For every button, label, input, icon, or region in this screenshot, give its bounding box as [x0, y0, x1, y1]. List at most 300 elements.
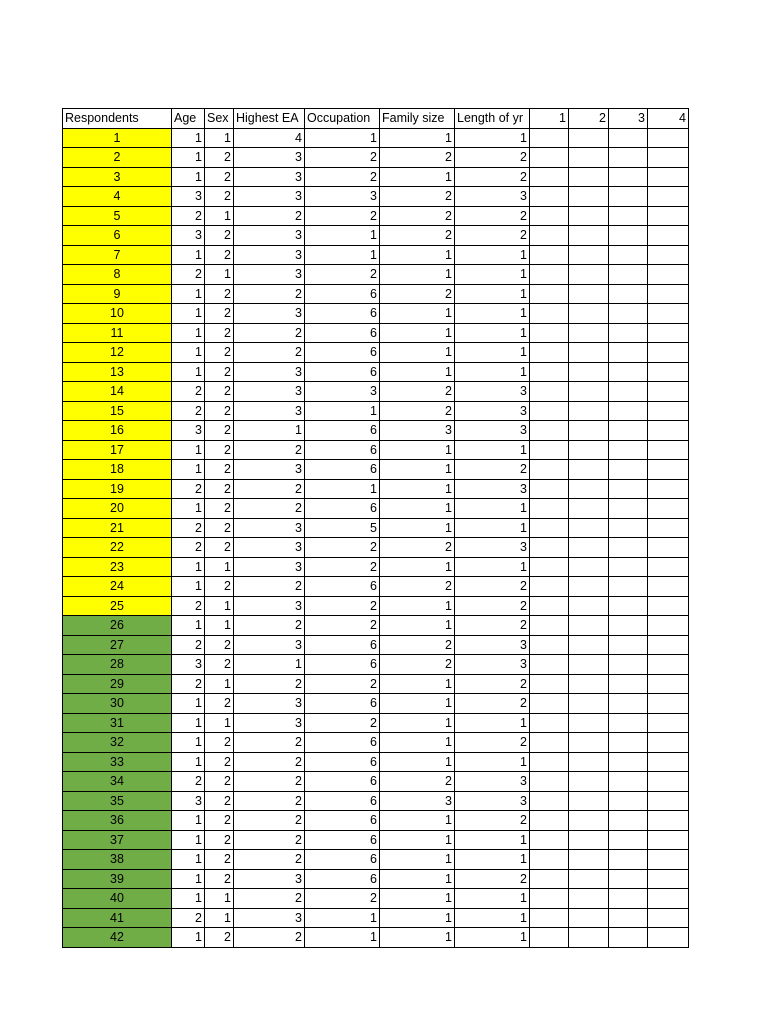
occupation-cell[interactable]: 6 [305, 284, 380, 304]
respondent-id-cell[interactable]: 31 [63, 713, 172, 733]
respondent-id-cell[interactable]: 19 [63, 479, 172, 499]
family-size-cell[interactable]: 1 [380, 362, 455, 382]
empty-cell[interactable] [648, 401, 689, 421]
length-of-yr-cell[interactable]: 2 [455, 869, 530, 889]
empty-cell[interactable] [648, 479, 689, 499]
age-cell[interactable]: 1 [172, 460, 205, 480]
empty-cell[interactable] [648, 733, 689, 753]
empty-cell[interactable] [609, 830, 648, 850]
sex-cell[interactable]: 1 [205, 206, 234, 226]
empty-cell[interactable] [530, 889, 569, 909]
age-cell[interactable]: 1 [172, 557, 205, 577]
empty-cell[interactable] [648, 284, 689, 304]
empty-cell[interactable] [530, 343, 569, 363]
respondent-id-cell[interactable]: 7 [63, 245, 172, 265]
occupation-cell[interactable]: 2 [305, 557, 380, 577]
empty-cell[interactable] [530, 421, 569, 441]
empty-cell[interactable] [569, 538, 609, 558]
sex-cell[interactable]: 2 [205, 499, 234, 519]
length-of-yr-cell[interactable]: 2 [455, 167, 530, 187]
highest-ea-cell[interactable]: 2 [234, 850, 305, 870]
age-cell[interactable]: 1 [172, 869, 205, 889]
length-of-yr-cell[interactable]: 3 [455, 401, 530, 421]
occupation-cell[interactable]: 3 [305, 187, 380, 207]
sex-cell[interactable]: 2 [205, 304, 234, 324]
empty-cell[interactable] [569, 674, 609, 694]
occupation-cell[interactable]: 6 [305, 323, 380, 343]
highest-ea-cell[interactable]: 1 [234, 655, 305, 675]
respondent-id-cell[interactable]: 10 [63, 304, 172, 324]
occupation-cell[interactable]: 1 [305, 479, 380, 499]
empty-cell[interactable] [648, 206, 689, 226]
family-size-cell[interactable]: 3 [380, 791, 455, 811]
occupation-cell[interactable]: 2 [305, 889, 380, 909]
occupation-cell[interactable]: 2 [305, 265, 380, 285]
sex-cell[interactable]: 2 [205, 577, 234, 597]
empty-cell[interactable] [609, 752, 648, 772]
empty-cell[interactable] [648, 440, 689, 460]
empty-cell[interactable] [530, 674, 569, 694]
family-size-cell[interactable]: 2 [380, 148, 455, 168]
empty-cell[interactable] [569, 752, 609, 772]
respondent-id-cell[interactable]: 11 [63, 323, 172, 343]
highest-ea-cell[interactable]: 3 [234, 557, 305, 577]
respondent-id-cell[interactable]: 4 [63, 187, 172, 207]
length-of-yr-cell[interactable]: 1 [455, 245, 530, 265]
respondent-id-cell[interactable]: 37 [63, 830, 172, 850]
empty-cell[interactable] [530, 479, 569, 499]
empty-cell[interactable] [569, 362, 609, 382]
age-cell[interactable]: 1 [172, 284, 205, 304]
sex-cell[interactable]: 2 [205, 479, 234, 499]
age-cell[interactable]: 1 [172, 713, 205, 733]
empty-cell[interactable] [569, 733, 609, 753]
occupation-cell[interactable]: 6 [305, 869, 380, 889]
family-size-cell[interactable]: 1 [380, 167, 455, 187]
sex-cell[interactable]: 1 [205, 265, 234, 285]
respondent-id-cell[interactable]: 39 [63, 869, 172, 889]
occupation-cell[interactable]: 2 [305, 596, 380, 616]
empty-cell[interactable] [530, 713, 569, 733]
empty-cell[interactable] [530, 382, 569, 402]
length-of-yr-cell[interactable]: 2 [455, 733, 530, 753]
sex-cell[interactable]: 2 [205, 928, 234, 948]
empty-cell[interactable] [609, 908, 648, 928]
occupation-cell[interactable]: 6 [305, 733, 380, 753]
empty-cell[interactable] [530, 791, 569, 811]
empty-cell[interactable] [648, 245, 689, 265]
length-of-yr-cell[interactable]: 1 [455, 323, 530, 343]
length-of-yr-cell[interactable]: 2 [455, 616, 530, 636]
respondent-id-cell[interactable]: 32 [63, 733, 172, 753]
length-of-yr-cell[interactable]: 3 [455, 655, 530, 675]
occupation-cell[interactable]: 6 [305, 811, 380, 831]
empty-cell[interactable] [530, 616, 569, 636]
length-of-yr-cell[interactable]: 1 [455, 128, 530, 148]
family-size-cell[interactable]: 2 [380, 382, 455, 402]
header-col-2[interactable]: 2 [569, 109, 609, 129]
empty-cell[interactable] [530, 460, 569, 480]
occupation-cell[interactable]: 6 [305, 830, 380, 850]
empty-cell[interactable] [569, 557, 609, 577]
empty-cell[interactable] [530, 245, 569, 265]
occupation-cell[interactable]: 6 [305, 460, 380, 480]
highest-ea-cell[interactable]: 2 [234, 811, 305, 831]
empty-cell[interactable] [530, 265, 569, 285]
empty-cell[interactable] [569, 655, 609, 675]
empty-cell[interactable] [648, 343, 689, 363]
sex-cell[interactable]: 1 [205, 674, 234, 694]
age-cell[interactable]: 1 [172, 440, 205, 460]
sex-cell[interactable]: 2 [205, 362, 234, 382]
sex-cell[interactable]: 1 [205, 557, 234, 577]
age-cell[interactable]: 1 [172, 830, 205, 850]
sex-cell[interactable]: 2 [205, 538, 234, 558]
sex-cell[interactable]: 2 [205, 635, 234, 655]
empty-cell[interactable] [569, 226, 609, 246]
highest-ea-cell[interactable]: 2 [234, 752, 305, 772]
empty-cell[interactable] [569, 850, 609, 870]
empty-cell[interactable] [609, 557, 648, 577]
length-of-yr-cell[interactable]: 1 [455, 752, 530, 772]
empty-cell[interactable] [648, 382, 689, 402]
sex-cell[interactable]: 2 [205, 811, 234, 831]
empty-cell[interactable] [648, 460, 689, 480]
empty-cell[interactable] [530, 557, 569, 577]
age-cell[interactable]: 2 [172, 518, 205, 538]
sex-cell[interactable]: 2 [205, 245, 234, 265]
empty-cell[interactable] [648, 421, 689, 441]
age-cell[interactable]: 2 [172, 265, 205, 285]
empty-cell[interactable] [569, 577, 609, 597]
empty-cell[interactable] [609, 206, 648, 226]
highest-ea-cell[interactable]: 3 [234, 635, 305, 655]
empty-cell[interactable] [648, 167, 689, 187]
family-size-cell[interactable]: 1 [380, 616, 455, 636]
empty-cell[interactable] [569, 928, 609, 948]
highest-ea-cell[interactable]: 3 [234, 908, 305, 928]
empty-cell[interactable] [609, 479, 648, 499]
family-size-cell[interactable]: 1 [380, 479, 455, 499]
sex-cell[interactable]: 2 [205, 733, 234, 753]
header-sex[interactable]: Sex [205, 109, 234, 129]
family-size-cell[interactable]: 1 [380, 304, 455, 324]
age-cell[interactable]: 2 [172, 206, 205, 226]
highest-ea-cell[interactable]: 3 [234, 382, 305, 402]
length-of-yr-cell[interactable]: 1 [455, 713, 530, 733]
empty-cell[interactable] [530, 206, 569, 226]
empty-cell[interactable] [569, 421, 609, 441]
occupation-cell[interactable]: 1 [305, 401, 380, 421]
highest-ea-cell[interactable]: 2 [234, 499, 305, 519]
empty-cell[interactable] [569, 343, 609, 363]
length-of-yr-cell[interactable]: 3 [455, 772, 530, 792]
age-cell[interactable]: 1 [172, 167, 205, 187]
highest-ea-cell[interactable]: 2 [234, 577, 305, 597]
length-of-yr-cell[interactable]: 1 [455, 499, 530, 519]
empty-cell[interactable] [648, 538, 689, 558]
occupation-cell[interactable]: 6 [305, 577, 380, 597]
header-family-size[interactable]: Family size [380, 109, 455, 129]
family-size-cell[interactable]: 1 [380, 928, 455, 948]
sex-cell[interactable]: 2 [205, 752, 234, 772]
empty-cell[interactable] [530, 830, 569, 850]
empty-cell[interactable] [648, 323, 689, 343]
length-of-yr-cell[interactable]: 1 [455, 304, 530, 324]
empty-cell[interactable] [609, 811, 648, 831]
occupation-cell[interactable]: 1 [305, 226, 380, 246]
family-size-cell[interactable]: 2 [380, 635, 455, 655]
empty-cell[interactable] [530, 752, 569, 772]
age-cell[interactable]: 1 [172, 499, 205, 519]
empty-cell[interactable] [648, 869, 689, 889]
length-of-yr-cell[interactable]: 3 [455, 382, 530, 402]
occupation-cell[interactable]: 1 [305, 908, 380, 928]
family-size-cell[interactable]: 2 [380, 284, 455, 304]
empty-cell[interactable] [648, 557, 689, 577]
sex-cell[interactable]: 2 [205, 148, 234, 168]
respondent-id-cell[interactable]: 2 [63, 148, 172, 168]
length-of-yr-cell[interactable]: 1 [455, 518, 530, 538]
length-of-yr-cell[interactable]: 1 [455, 830, 530, 850]
family-size-cell[interactable]: 2 [380, 655, 455, 675]
respondent-id-cell[interactable]: 33 [63, 752, 172, 772]
empty-cell[interactable] [530, 518, 569, 538]
empty-cell[interactable] [569, 460, 609, 480]
empty-cell[interactable] [530, 187, 569, 207]
empty-cell[interactable] [609, 577, 648, 597]
empty-cell[interactable] [569, 265, 609, 285]
occupation-cell[interactable]: 6 [305, 440, 380, 460]
empty-cell[interactable] [569, 908, 609, 928]
empty-cell[interactable] [530, 226, 569, 246]
sex-cell[interactable]: 2 [205, 343, 234, 363]
respondent-id-cell[interactable]: 16 [63, 421, 172, 441]
highest-ea-cell[interactable]: 3 [234, 148, 305, 168]
empty-cell[interactable] [530, 538, 569, 558]
family-size-cell[interactable]: 2 [380, 206, 455, 226]
header-col-1[interactable]: 1 [530, 109, 569, 129]
empty-cell[interactable] [569, 869, 609, 889]
sex-cell[interactable]: 1 [205, 889, 234, 909]
age-cell[interactable]: 2 [172, 772, 205, 792]
age-cell[interactable]: 3 [172, 421, 205, 441]
occupation-cell[interactable]: 2 [305, 167, 380, 187]
empty-cell[interactable] [609, 499, 648, 519]
empty-cell[interactable] [530, 694, 569, 714]
empty-cell[interactable] [648, 265, 689, 285]
empty-cell[interactable] [609, 596, 648, 616]
respondent-id-cell[interactable]: 29 [63, 674, 172, 694]
empty-cell[interactable] [569, 440, 609, 460]
family-size-cell[interactable]: 1 [380, 596, 455, 616]
family-size-cell[interactable]: 1 [380, 245, 455, 265]
empty-cell[interactable] [530, 362, 569, 382]
respondent-id-cell[interactable]: 28 [63, 655, 172, 675]
age-cell[interactable]: 1 [172, 128, 205, 148]
age-cell[interactable]: 1 [172, 323, 205, 343]
occupation-cell[interactable]: 2 [305, 616, 380, 636]
family-size-cell[interactable]: 1 [380, 343, 455, 363]
length-of-yr-cell[interactable]: 1 [455, 362, 530, 382]
highest-ea-cell[interactable]: 3 [234, 187, 305, 207]
respondent-id-cell[interactable]: 23 [63, 557, 172, 577]
header-col-4[interactable]: 4 [648, 109, 689, 129]
empty-cell[interactable] [609, 869, 648, 889]
empty-cell[interactable] [648, 811, 689, 831]
family-size-cell[interactable]: 1 [380, 518, 455, 538]
age-cell[interactable]: 3 [172, 791, 205, 811]
highest-ea-cell[interactable]: 3 [234, 226, 305, 246]
empty-cell[interactable] [530, 655, 569, 675]
sex-cell[interactable]: 1 [205, 128, 234, 148]
respondent-id-cell[interactable]: 38 [63, 850, 172, 870]
empty-cell[interactable] [569, 401, 609, 421]
empty-cell[interactable] [609, 362, 648, 382]
empty-cell[interactable] [609, 167, 648, 187]
family-size-cell[interactable]: 3 [380, 421, 455, 441]
respondent-id-cell[interactable]: 8 [63, 265, 172, 285]
family-size-cell[interactable]: 1 [380, 674, 455, 694]
age-cell[interactable]: 2 [172, 479, 205, 499]
empty-cell[interactable] [530, 167, 569, 187]
empty-cell[interactable] [609, 440, 648, 460]
highest-ea-cell[interactable]: 3 [234, 265, 305, 285]
empty-cell[interactable] [648, 577, 689, 597]
empty-cell[interactable] [648, 830, 689, 850]
empty-cell[interactable] [569, 187, 609, 207]
length-of-yr-cell[interactable]: 3 [455, 479, 530, 499]
empty-cell[interactable] [648, 772, 689, 792]
family-size-cell[interactable]: 1 [380, 440, 455, 460]
occupation-cell[interactable]: 6 [305, 655, 380, 675]
length-of-yr-cell[interactable]: 1 [455, 284, 530, 304]
respondent-id-cell[interactable]: 13 [63, 362, 172, 382]
highest-ea-cell[interactable]: 3 [234, 538, 305, 558]
highest-ea-cell[interactable]: 2 [234, 889, 305, 909]
empty-cell[interactable] [648, 304, 689, 324]
empty-cell[interactable] [569, 382, 609, 402]
highest-ea-cell[interactable]: 2 [234, 772, 305, 792]
empty-cell[interactable] [648, 850, 689, 870]
length-of-yr-cell[interactable]: 1 [455, 265, 530, 285]
empty-cell[interactable] [569, 128, 609, 148]
empty-cell[interactable] [530, 401, 569, 421]
empty-cell[interactable] [569, 304, 609, 324]
family-size-cell[interactable]: 1 [380, 694, 455, 714]
respondent-id-cell[interactable]: 34 [63, 772, 172, 792]
empty-cell[interactable] [530, 323, 569, 343]
age-cell[interactable]: 2 [172, 908, 205, 928]
empty-cell[interactable] [648, 226, 689, 246]
empty-cell[interactable] [609, 850, 648, 870]
age-cell[interactable]: 2 [172, 401, 205, 421]
sex-cell[interactable]: 2 [205, 167, 234, 187]
empty-cell[interactable] [609, 421, 648, 441]
respondent-id-cell[interactable]: 42 [63, 928, 172, 948]
respondent-id-cell[interactable]: 22 [63, 538, 172, 558]
sex-cell[interactable]: 2 [205, 518, 234, 538]
family-size-cell[interactable]: 1 [380, 265, 455, 285]
empty-cell[interactable] [609, 304, 648, 324]
age-cell[interactable]: 1 [172, 148, 205, 168]
sex-cell[interactable]: 1 [205, 713, 234, 733]
empty-cell[interactable] [648, 752, 689, 772]
empty-cell[interactable] [648, 518, 689, 538]
empty-cell[interactable] [648, 362, 689, 382]
empty-cell[interactable] [530, 869, 569, 889]
empty-cell[interactable] [609, 713, 648, 733]
age-cell[interactable]: 1 [172, 304, 205, 324]
empty-cell[interactable] [530, 304, 569, 324]
empty-cell[interactable] [648, 596, 689, 616]
sex-cell[interactable]: 2 [205, 284, 234, 304]
sex-cell[interactable]: 2 [205, 830, 234, 850]
highest-ea-cell[interactable]: 2 [234, 323, 305, 343]
family-size-cell[interactable]: 1 [380, 128, 455, 148]
empty-cell[interactable] [609, 733, 648, 753]
respondent-id-cell[interactable]: 21 [63, 518, 172, 538]
age-cell[interactable]: 1 [172, 850, 205, 870]
sex-cell[interactable]: 2 [205, 655, 234, 675]
occupation-cell[interactable]: 1 [305, 128, 380, 148]
family-size-cell[interactable]: 2 [380, 577, 455, 597]
empty-cell[interactable] [530, 850, 569, 870]
length-of-yr-cell[interactable]: 2 [455, 596, 530, 616]
occupation-cell[interactable]: 6 [305, 362, 380, 382]
occupation-cell[interactable]: 2 [305, 148, 380, 168]
family-size-cell[interactable]: 1 [380, 830, 455, 850]
empty-cell[interactable] [609, 284, 648, 304]
empty-cell[interactable] [569, 772, 609, 792]
highest-ea-cell[interactable]: 2 [234, 791, 305, 811]
length-of-yr-cell[interactable]: 2 [455, 226, 530, 246]
highest-ea-cell[interactable]: 3 [234, 713, 305, 733]
family-size-cell[interactable]: 1 [380, 557, 455, 577]
empty-cell[interactable] [609, 674, 648, 694]
empty-cell[interactable] [569, 811, 609, 831]
occupation-cell[interactable]: 6 [305, 694, 380, 714]
header-highest-ea[interactable]: Highest EA [234, 109, 305, 129]
respondent-id-cell[interactable]: 26 [63, 616, 172, 636]
age-cell[interactable]: 1 [172, 362, 205, 382]
empty-cell[interactable] [569, 206, 609, 226]
sex-cell[interactable]: 1 [205, 616, 234, 636]
family-size-cell[interactable]: 2 [380, 226, 455, 246]
length-of-yr-cell[interactable]: 1 [455, 850, 530, 870]
age-cell[interactable]: 2 [172, 674, 205, 694]
empty-cell[interactable] [569, 694, 609, 714]
empty-cell[interactable] [609, 694, 648, 714]
length-of-yr-cell[interactable]: 3 [455, 421, 530, 441]
empty-cell[interactable] [530, 733, 569, 753]
highest-ea-cell[interactable]: 3 [234, 167, 305, 187]
age-cell[interactable]: 1 [172, 577, 205, 597]
highest-ea-cell[interactable]: 3 [234, 460, 305, 480]
highest-ea-cell[interactable]: 2 [234, 284, 305, 304]
empty-cell[interactable] [569, 148, 609, 168]
family-size-cell[interactable]: 2 [380, 187, 455, 207]
occupation-cell[interactable]: 6 [305, 499, 380, 519]
length-of-yr-cell[interactable]: 3 [455, 635, 530, 655]
sex-cell[interactable]: 2 [205, 440, 234, 460]
header-occupation[interactable]: Occupation [305, 109, 380, 129]
header-age[interactable]: Age [172, 109, 205, 129]
empty-cell[interactable] [569, 323, 609, 343]
sex-cell[interactable]: 2 [205, 850, 234, 870]
highest-ea-cell[interactable]: 1 [234, 421, 305, 441]
sex-cell[interactable]: 2 [205, 460, 234, 480]
